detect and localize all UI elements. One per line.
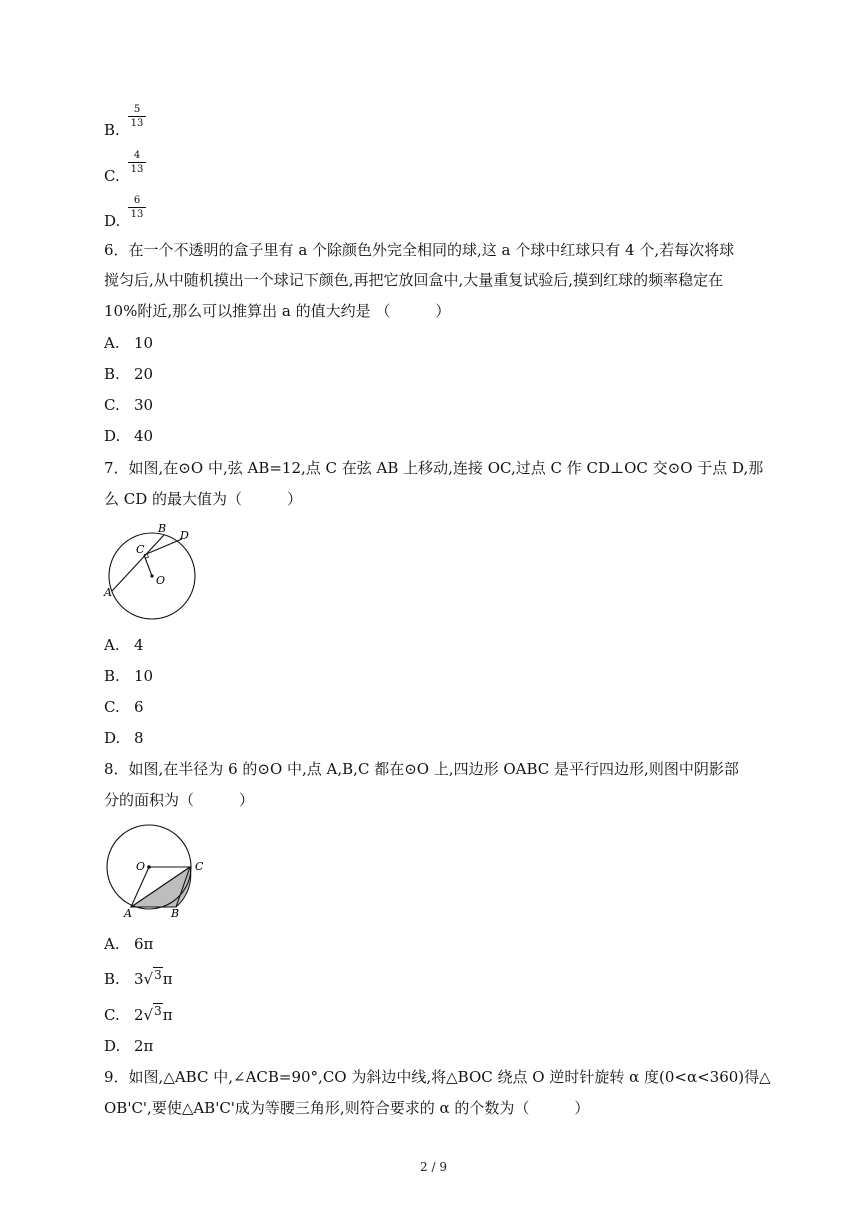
q8-option-b: B. 3√$^3$π [104,968,173,988]
q8-option-c: C. 2√$^3$π [104,1004,173,1024]
q8-label-a: A [124,907,132,920]
q6-option-a: A. 10 [104,334,154,352]
q7-label-c: C [136,543,145,556]
q8-label-b: B [171,907,180,920]
q5-option-d-fraction: $\frac{6}{13}$ [128,195,146,220]
q6-line-2: 搅匀后,从中随机摸出一个球记下颜色,再把它放回盒中,大量重复试验后,摸到红球的频率稳定在 [104,271,724,289]
q8-circle-figure [100,820,215,925]
q5-option-b: B. [104,121,120,139]
q7-segment-oc [144,555,152,576]
q7-label-d: D [180,529,189,542]
q8-label-c: C [195,860,204,873]
q8-point-o [147,865,151,869]
q7-option-c: C. 6 [104,698,144,716]
q8-option-c-sqrt: √$^3$ [143,1004,162,1024]
q5-option-d: D. [104,212,121,230]
q6-option-c: C. 30 [104,396,154,414]
q6-line-3: 10%附近,那么可以推算出 a 的值大约是 （ ） [104,302,451,320]
q7-option-b: B. 10 [104,667,154,685]
q7-option-d: D. 8 [104,729,144,747]
q9-line-2: OB'C',要使△AB'C'成为等腰三角形,则符合要求的 α 的个数为（ ） [104,1099,590,1117]
q6-option-d: D. 40 [104,427,154,445]
q7-segment-cd [144,539,182,555]
q7-option-a: A. 4 [104,636,144,654]
q7-point-o [150,574,153,577]
q9-line-1: 9．如图,△ABC 中,∠ACB=90°,CO 为斜边中线,将△BOC 绕点 O 逆时针旋转 α 度(0<α<360)得△ [104,1068,771,1086]
q5-option-c-fraction: $\frac{4}{13}$ [128,150,146,175]
q8-option-d: D. 2π [104,1037,154,1055]
q5-option-b-fraction: $\frac{5}{13}$ [128,104,146,129]
q5-option-c: C. [104,167,120,185]
q7-label-o: O [156,574,166,587]
q7-circle-figure [100,520,210,625]
q6-line-1: 6．在一个不透明的盒子里有 a 个除颜色外完全相同的球,这 a 个球中红球只有 4 个,若每次将球 [104,241,735,259]
q8-line-1: 8．如图,在半径为 6 的⊙O 中,点 A,B,C 都在⊙O 上,四边形 OABC 是平行四边形,则图中阴影部 [104,760,739,778]
q8-line-2: 分的面积为（ ） [104,791,255,809]
q8-option-a: A. 6π [104,935,154,953]
q7-line-2: 么 CD 的最大值为（ ） [104,490,303,508]
q8-label-o: O [136,860,146,873]
q6-option-b: B. 20 [104,365,154,383]
page-number: 2 / 9 [420,1160,447,1174]
q7-line-1: 7．如图,在⊙O 中,弦 AB=12,点 C 在弦 AB 上移动,连接 OC,过点 C 作 CD⊥OC 交⊙O 于点 D,那 [104,459,764,477]
q8-option-b-sqrt: √$^3$ [143,968,162,988]
q7-label-a: A [104,586,112,599]
q7-label-b: B [158,522,167,535]
